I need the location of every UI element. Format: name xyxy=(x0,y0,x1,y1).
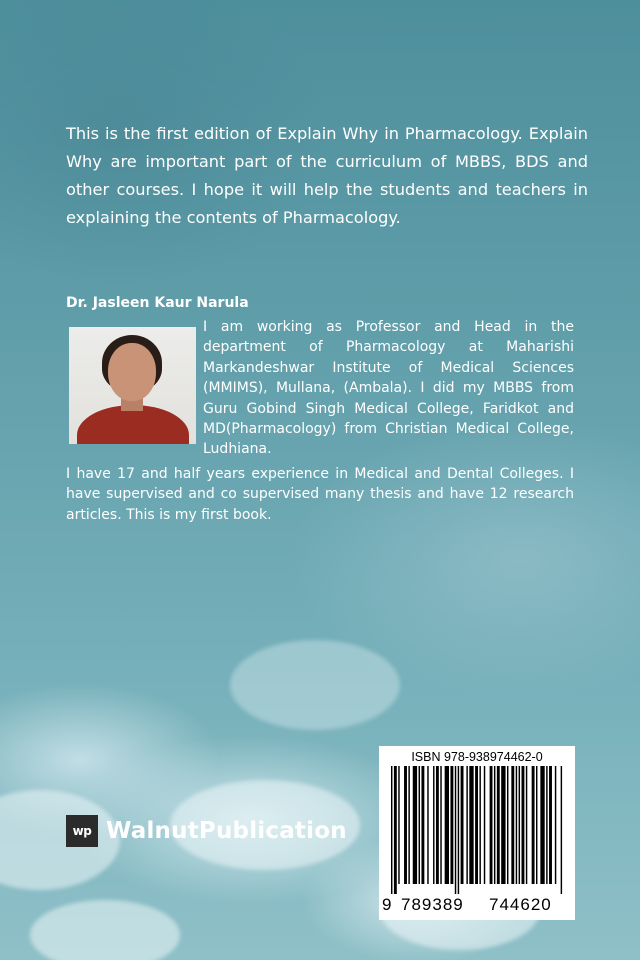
barcode-bar xyxy=(450,766,453,884)
barcode-bar xyxy=(555,766,556,884)
pill-shape xyxy=(30,900,180,960)
author-photo xyxy=(69,327,196,444)
barcode-bar xyxy=(484,766,485,884)
barcode-bar xyxy=(391,766,392,894)
barcode-bar xyxy=(466,766,467,884)
barcode-bar xyxy=(419,766,420,884)
barcode-bar xyxy=(532,766,535,884)
barcode-bar xyxy=(494,766,495,884)
publisher-name: WalnutPublication xyxy=(106,818,347,844)
cover-blurb: This is the first edition of Explain Why in Pharmacology. Explain Why are important part of the curriculum of MBBS, BDS and other courses. I hope it will help the students and teachers in explaining the contents of Pharmacology. xyxy=(66,124,588,227)
barcode-bar xyxy=(413,766,417,884)
barcode-bar xyxy=(408,766,409,884)
barcode-bar xyxy=(398,766,399,884)
barcode-bar xyxy=(433,766,434,884)
barcode-bar xyxy=(421,766,424,884)
publisher-block xyxy=(66,815,347,847)
barcode-digits-right: 744620 xyxy=(489,895,552,914)
barcode-bar xyxy=(469,766,473,884)
barcode-bar xyxy=(519,766,520,884)
barcode-bar xyxy=(516,766,517,884)
barcode-bar xyxy=(497,766,500,884)
barcode-bar xyxy=(546,766,547,884)
barcode-bar xyxy=(526,766,527,884)
barcode-digits-left: 789389 xyxy=(401,895,464,914)
barcode-bar xyxy=(427,766,428,884)
publisher-logo-icon: wp xyxy=(66,815,98,847)
author-name: Dr. Jasleen Kaur Narula xyxy=(66,295,249,311)
barcode-bar xyxy=(475,766,478,884)
barcode-bar xyxy=(404,766,407,884)
barcode-bar xyxy=(458,766,459,894)
barcode-bar xyxy=(561,766,562,894)
author-bio-full: I have 17 and half years experience in Medical and Dental Colleges. I have supervised and co supervised many thesis and have 12 research articles. This is my first book. xyxy=(66,466,574,523)
barcode-digit-first: 9 xyxy=(382,895,393,914)
barcode-bar xyxy=(549,766,552,884)
isbn-barcode xyxy=(379,746,575,920)
author-bio-side: I am working as Professor and Head in the department of Pharmacology at Maharishi Markandeshwar Institute of Medical Sciences (MMIMS), Mullana, (Ambala). I did my MBBS from Guru Gobind Singh Medical College, Faridkot and MD(Pharmacology) from Christian Medical College, Ludhiana. xyxy=(203,319,574,458)
barcode-bar xyxy=(536,766,537,884)
barcode-bar xyxy=(445,766,449,884)
pill-shape xyxy=(230,640,400,730)
barcode-bar xyxy=(522,766,525,884)
barcode-bar xyxy=(507,766,508,884)
barcode-bars-icon xyxy=(391,766,563,894)
barcode-bar xyxy=(461,766,464,884)
barcode-bar xyxy=(436,766,439,884)
barcode-bar xyxy=(540,766,544,884)
barcode-bar xyxy=(440,766,441,884)
barcode-bar xyxy=(455,766,456,894)
barcode-bar xyxy=(394,766,397,894)
photo-face xyxy=(108,343,156,401)
barcode-bar xyxy=(479,766,480,884)
isbn-label: ISBN 978-938974462-0 xyxy=(411,750,543,764)
barcode-bar xyxy=(511,766,514,884)
barcode-bar xyxy=(501,766,505,884)
barcode-bar xyxy=(490,766,493,884)
